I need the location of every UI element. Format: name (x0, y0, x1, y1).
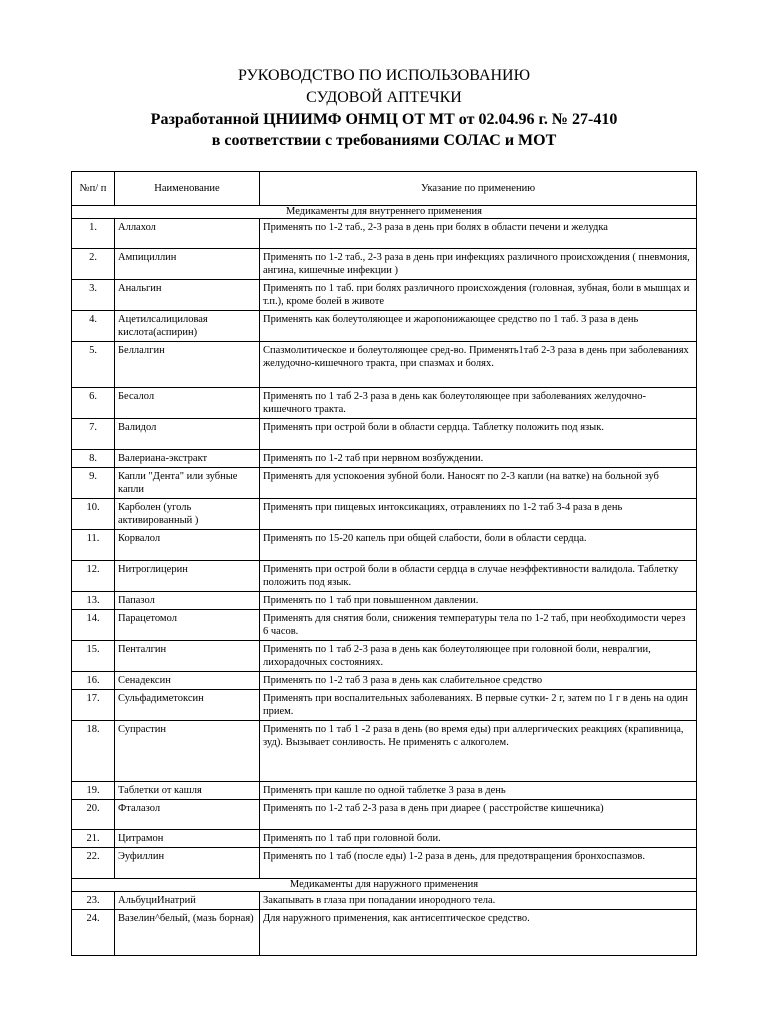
medication-name: Фталазол (115, 800, 260, 830)
medication-name: Ампициллин (115, 249, 260, 280)
medication-name: Вазелин^белый, (мазь борная) (115, 910, 260, 956)
row-number: 2. (72, 249, 115, 280)
row-number: 17. (72, 690, 115, 721)
table-row (72, 388, 697, 419)
table-row (72, 782, 697, 800)
usage-instructions: Применять по 1 таб при головной боли. (260, 830, 697, 848)
row-number: 19. (72, 782, 115, 800)
row-number: 9. (72, 468, 115, 499)
row-number: 14. (72, 610, 115, 641)
table-row (72, 311, 697, 342)
table-row (72, 249, 697, 280)
medication-name: Корвалол (115, 530, 260, 561)
row-number: 23. (72, 892, 115, 910)
section-row-internal (72, 206, 697, 219)
doc-subtitle-origin: Разработанной ЦНИИМФ ОНМЦ ОТ МТ от 02.04.96 г. № 27-410 (150, 111, 618, 128)
medication-name: Валериана-экстракт (115, 450, 260, 468)
table-row (72, 800, 697, 830)
usage-instructions: Применять для снятия боли, снижения температуры тела по 1-2 таб, при необходимости через 6 часов. (260, 610, 697, 641)
column-header-usage: Указание по применению (260, 172, 697, 206)
medication-name: Эуфиллин (115, 848, 260, 879)
table-row (72, 672, 697, 690)
medication-name: Сенадексин (115, 672, 260, 690)
medication-name: АльбуциИнатрий (115, 892, 260, 910)
table-row (72, 419, 697, 450)
medication-name: Капли "Дента" или зубные капли (115, 468, 260, 499)
row-number: 10. (72, 499, 115, 530)
usage-instructions: Применять по 1 таб (после еды) 1-2 раза в день, для предотвращения бронхоспазмов. (260, 848, 697, 879)
usage-instructions: Применять при пищевых интоксикациях, отравлениях по 1-2 таб 3-4 раза в день (260, 499, 697, 530)
usage-instructions: Для наружного применения, как антисептическое средство. (260, 910, 697, 956)
table-row (72, 219, 697, 249)
usage-instructions: Применять по 1 таб при повышенном давлении. (260, 592, 697, 610)
section-title-internal: Медикаменты для внутреннего применения (72, 206, 697, 219)
row-number: 21. (72, 830, 115, 848)
table-row (72, 342, 697, 388)
medication-name: Анальгин (115, 280, 260, 311)
doc-title-line-2: СУДОВОЙ АПТЕЧКИ (306, 89, 462, 106)
medication-name: Беллалгин (115, 342, 260, 388)
medication-name: Нитроглицерин (115, 561, 260, 592)
usage-instructions: Применять при кашле по одной таблетке 3 раза в день (260, 782, 697, 800)
table-row (72, 610, 697, 641)
column-header-number: №п/ п (72, 172, 115, 206)
medication-name: Таблетки от кашля (115, 782, 260, 800)
doc-subtitle-compliance: в соответствии с требованиями СОЛАС и МОТ (211, 132, 557, 149)
medication-name: Сульфадиметоксин (115, 690, 260, 721)
medication-name: Парацетомол (115, 610, 260, 641)
table-row (72, 468, 697, 499)
column-header-name: Наименование (115, 172, 260, 206)
medication-name: Супрастин (115, 721, 260, 782)
row-number: 6. (72, 388, 115, 419)
medication-name: Папазол (115, 592, 260, 610)
usage-instructions: Применять при острой боли в области сердца. Таблетку положить под язык. (260, 419, 697, 450)
usage-instructions: Применять по 1 таб. при болях различного происхождения (головная, зубная, боли в мышцах и т.п.), кроме болей в животе (260, 280, 697, 311)
usage-instructions: Применять по 1 таб 1 -2 раза в день (во время еды) при аллергических реакциях (крапивница, зуд). Вызывает сонливость. Не применять с алкоголем. (260, 721, 697, 782)
section-row-external (72, 879, 697, 892)
row-number: 24. (72, 910, 115, 956)
usage-instructions: Закапывать в глаза при попадании инородного тела. (260, 892, 697, 910)
row-number: 3. (72, 280, 115, 311)
medication-name: Цитрамон (115, 830, 260, 848)
row-number: 22. (72, 848, 115, 879)
usage-instructions: Применять при острой боли в области сердца в случае неэффективности валидола. Таблетку положить под язык. (260, 561, 697, 592)
row-number: 20. (72, 800, 115, 830)
usage-instructions: Применять по 15-20 капель при общей слабости, боли в области сердца. (260, 530, 697, 561)
table-row (72, 892, 697, 910)
usage-instructions: Применять для успокоения зубной боли. Наносят по 2-3 капли (на ватке) на больной зуб (260, 468, 697, 499)
row-number: 15. (72, 641, 115, 672)
row-number: 7. (72, 419, 115, 450)
usage-instructions: Применять по 1 таб 2-3 раза в день как болеутоляющее при заболеваниях желудочно-кишечного тракта. (260, 388, 697, 419)
medication-name: Аллахол (115, 219, 260, 249)
medication-name: Пенталгин (115, 641, 260, 672)
usage-instructions: Применять по 1-2 таб., 2-3 раза в день при инфекциях различного происхождения ( пневмония, ангина, кишечные инфекции ) (260, 249, 697, 280)
medication-table (71, 171, 697, 956)
usage-instructions: Применять по 1-2 таб при нервном возбуждении. (260, 450, 697, 468)
usage-instructions: Применять по 1-2 таб 2-3 раза в день при диарее ( расстройстве кишечника) (260, 800, 697, 830)
table-row (72, 499, 697, 530)
row-number: 4. (72, 311, 115, 342)
table-row (72, 910, 697, 956)
row-number: 13. (72, 592, 115, 610)
usage-instructions: Применять как болеутоляющее и жаропонижающее средство по 1 таб. 3 раза в день (260, 311, 697, 342)
usage-instructions: Применять по 1 таб 2-3 раза в день как болеутоляющее при головной боли, невралгии, лихорадочных состояниях. (260, 641, 697, 672)
row-number: 18. (72, 721, 115, 782)
row-number: 5. (72, 342, 115, 388)
medication-name: Ацетилсалициловая кислота(аспирин) (115, 311, 260, 342)
table-row (72, 450, 697, 468)
row-number: 12. (72, 561, 115, 592)
medication-name: Валидол (115, 419, 260, 450)
doc-title-line-1: РУКОВОДСТВО ПО ИСПОЛЬЗОВАНИЮ (237, 67, 531, 84)
usage-instructions: Спазмолитическое и болеутоляющее сред-во. Применять1таб 2-3 раза в день при заболеваниях желудочно-кишечного тракта, при спазмах и болях. (260, 342, 697, 388)
table-row (72, 848, 697, 879)
usage-instructions: Применять по 1-2 таб., 2-3 раза в день при болях в области печени и желудка (260, 219, 697, 249)
table-row (72, 280, 697, 311)
table-row (72, 592, 697, 610)
row-number: 8. (72, 450, 115, 468)
section-title-external: Медикаменты для наружного применения (72, 879, 697, 892)
table-row (72, 561, 697, 592)
medication-name: Карболен (уголь активированный ) (115, 499, 260, 530)
table-row (72, 721, 697, 782)
row-number: 11. (72, 530, 115, 561)
table-row (72, 830, 697, 848)
table-header-row (72, 172, 697, 206)
table-row (72, 530, 697, 561)
table-row (72, 690, 697, 721)
row-number: 16. (72, 672, 115, 690)
table-row (72, 641, 697, 672)
usage-instructions: Применять по 1-2 таб 3 раза в день как слабительное средство (260, 672, 697, 690)
medication-name: Бесалол (115, 388, 260, 419)
usage-instructions: Применять при воспалительных заболеваниях. В первые сутки- 2 г, затем по 1 г в день на один прием. (260, 690, 697, 721)
row-number: 1. (72, 219, 115, 249)
